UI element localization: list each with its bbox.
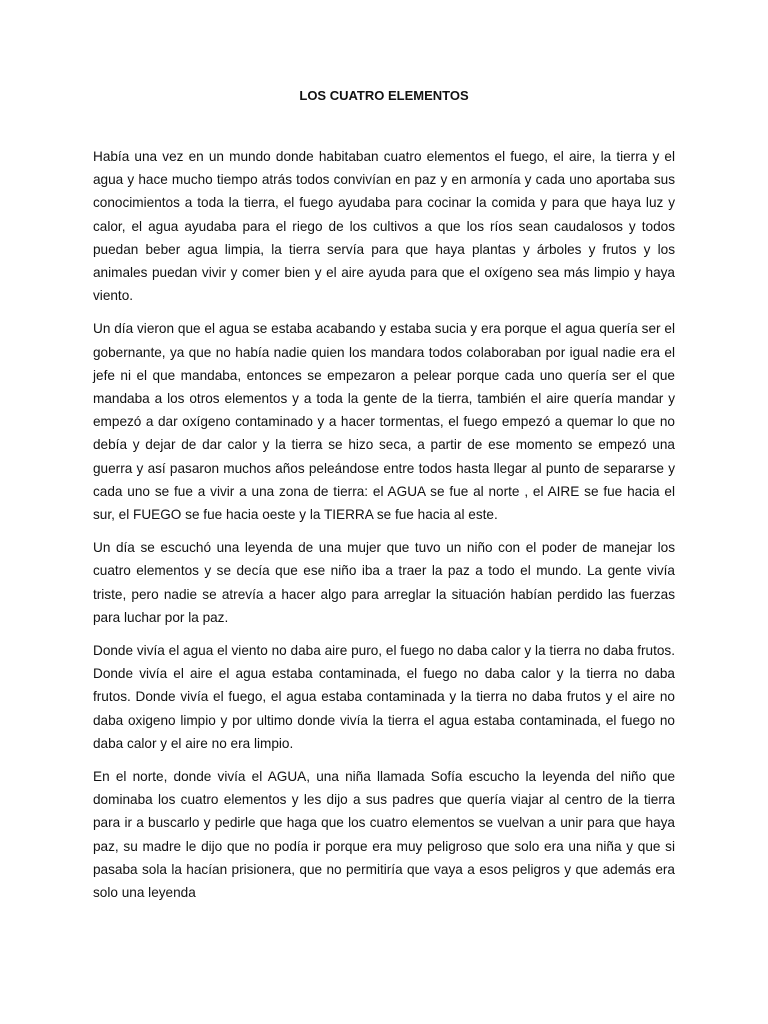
document-body [93, 145, 675, 914]
paragraph-1: Había una vez en un mundo donde habitaban cuatro elementos el fuego, el aire, la tierra y el agua y hace mucho tiempo atrás todos convivían en paz y en armonía y cada uno aportaba sus conocimientos a toda la tierra, el fuego ayudaba para cocinar la comida y para que haya luz y calor, el agua ayudaba para el riego de los cultivos a que los ríos sean caudalosos y todos puedan beber agua limpia, la tierra servía para que haya plantas y árboles y frutos y los animales puedan vivir y comer bien y el aire ayuda para que el oxígeno sea más limpio y haya viento. [93, 149, 675, 304]
paragraph-5: En el norte, donde vivía el AGUA, una niña llamada Sofía escucho la leyenda del niño que dominaba los cuatro elementos y les dijo a sus padres que quería viajar al centro de la tierra para ir a buscarlo y pedirle que haga que los cuatro elementos se vuelvan a unir para que haya paz, su madre le dijo que no podía ir porque era muy peligroso que solo era una niña y que si pasaba sola la hacían prisionera, que no permitiría que vaya a esos peligros y que además era solo una leyenda [93, 769, 675, 901]
paragraph-4: Donde vivía el agua el viento no daba aire puro, el fuego no daba calor y la tierra no daba frutos. Donde vivía el aire el agua estaba contaminada, el fuego no daba calor y la tierra no daba frutos. Donde vivía el fuego, el agua estaba contaminada y la tierra no daba frutos y el aire no daba oxigeno limpio y por ultimo donde vivía la tierra el agua estaba contaminada, el fuego no daba calor y el aire no era limpio. [93, 643, 675, 751]
document-title: LOS CUATRO ELEMENTOS [299, 88, 469, 103]
paragraph-3: Un día se escuchó una leyenda de una mujer que tuvo un niño con el poder de manejar los cuatro elementos y se decía que ese niño iba a traer la paz a todo el mundo. La gente vivía triste, pero nadie se atrevía a hacer algo para arreglar la situación habían perdido las fuerzas para luchar por la paz. [93, 540, 675, 625]
paragraph-2: Un día vieron que el agua se estaba acabando y estaba sucia y era porque el agua quería ser el gobernante, ya que no había nadie quien los mandara todos colaboraban por igual nadie era el jefe ni el que mandaba, entonces se empezaron a pelear porque cada uno quería ser el que mandaba a los otros elementos y a toda la gente de la tierra, también el aire quería mandar y empezó a dar oxígeno contaminado y a hacer tormentas, el fuego empezó a quemar lo que no debía y dejar de dar calor y la tierra se hizo seca, a partir de ese momento se empezó una guerra y así pasaron muchos años peleándose entre todos hasta llegar al punto de separarse y cada uno se fue a vivir a una zona de tierra: el AGUA se fue al norte , el AIRE se fue hacia el sur, el FUEGO se fue hacia oeste y la TIERRA se fue hacia al este. [93, 321, 675, 523]
